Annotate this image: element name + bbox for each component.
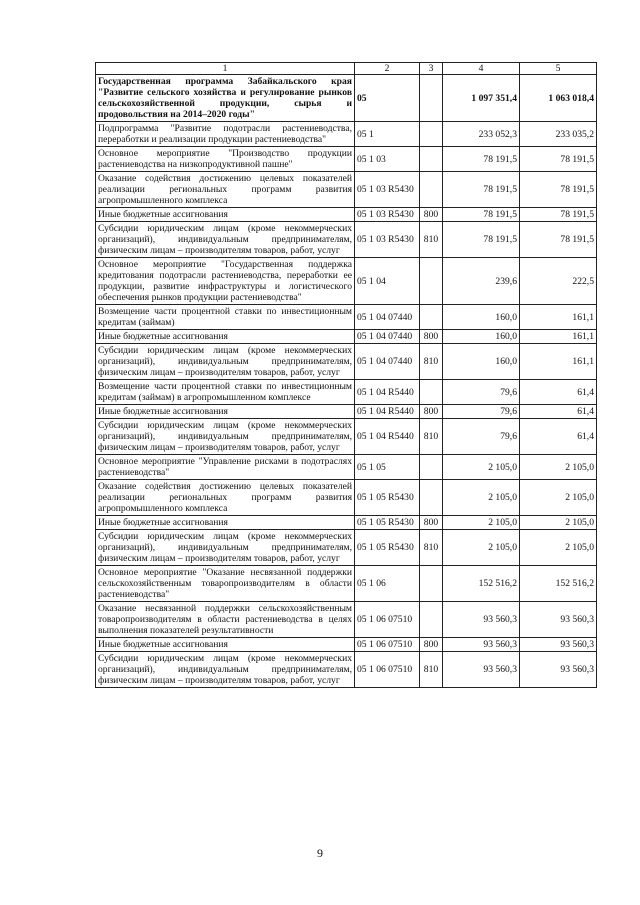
table-row bbox=[96, 566, 597, 602]
row-expense-type: 800 bbox=[420, 638, 443, 652]
table-row bbox=[96, 602, 597, 638]
table-row bbox=[96, 122, 597, 147]
row-code: 05 1 bbox=[355, 122, 420, 147]
row-amount-5: 61,4 bbox=[520, 405, 597, 419]
row-amount-4: 78 191,5 bbox=[443, 208, 520, 222]
row-amount-4: 152 516,2 bbox=[443, 566, 520, 602]
row-name: Основное мероприятие "Управление рисками в подотраслях растениеводства" bbox=[96, 455, 355, 480]
table-row bbox=[96, 222, 597, 258]
column-header-amount-4: 4 bbox=[443, 63, 520, 75]
row-expense-type bbox=[420, 455, 443, 480]
row-amount-5: 93 560,3 bbox=[520, 652, 597, 688]
row-expense-type: 810 bbox=[420, 222, 443, 258]
row-amount-5: 78 191,5 bbox=[520, 222, 597, 258]
row-code: 05 1 04 R5440 bbox=[355, 405, 420, 419]
row-code: 05 1 03 R5430 bbox=[355, 208, 420, 222]
row-name: Субсидии юридическим лицам (кроме некоммерческих организаций), индивидуальным предпринимателям, физическим лицам – производителям товаров, работ, услуг bbox=[96, 222, 355, 258]
row-expense-type: 800 bbox=[420, 208, 443, 222]
row-expense-type: 810 bbox=[420, 419, 443, 455]
row-amount-4: 1 097 351,4 bbox=[443, 75, 520, 122]
row-name: Оказание содействия достижению целевых показателей реализации региональных программ развития агропромышленного комплекса bbox=[96, 172, 355, 208]
row-amount-5: 93 560,3 bbox=[520, 638, 597, 652]
row-amount-5: 161,1 bbox=[520, 330, 597, 344]
row-amount-4: 79,6 bbox=[443, 405, 520, 419]
row-amount-5: 2 105,0 bbox=[520, 480, 597, 516]
row-expense-type: 800 bbox=[420, 405, 443, 419]
row-expense-type bbox=[420, 602, 443, 638]
row-name: Иные бюджетные ассигнования bbox=[96, 516, 355, 530]
row-amount-5: 61,4 bbox=[520, 419, 597, 455]
column-number-row bbox=[96, 63, 597, 75]
row-amount-5: 78 191,5 bbox=[520, 208, 597, 222]
row-name: Основное мероприятие "Производство продукции растениеводства на низкопродуктивной пашне" bbox=[96, 147, 355, 172]
table-row bbox=[96, 147, 597, 172]
row-code: 05 1 05 R5430 bbox=[355, 530, 420, 566]
column-header-vr: 3 bbox=[420, 63, 443, 75]
table-row bbox=[96, 208, 597, 222]
table-row bbox=[96, 419, 597, 455]
row-amount-4: 93 560,3 bbox=[443, 602, 520, 638]
row-amount-4: 160,0 bbox=[443, 305, 520, 330]
row-expense-type bbox=[420, 258, 443, 305]
row-code: 05 1 03 bbox=[355, 147, 420, 172]
column-header-amount-5: 5 bbox=[520, 63, 597, 75]
row-code: 05 1 05 R5430 bbox=[355, 480, 420, 516]
table-row bbox=[96, 258, 597, 305]
row-code: 05 1 04 R5440 bbox=[355, 380, 420, 405]
table-row bbox=[96, 75, 597, 122]
row-name: Иные бюджетные ассигнования bbox=[96, 638, 355, 652]
row-expense-type: 800 bbox=[420, 516, 443, 530]
row-name: Иные бюджетные ассигнования bbox=[96, 330, 355, 344]
row-amount-4: 160,0 bbox=[443, 344, 520, 380]
table-row bbox=[96, 305, 597, 330]
row-code: 05 1 04 R5440 bbox=[355, 419, 420, 455]
row-code: 05 1 04 07440 bbox=[355, 330, 420, 344]
budget-table bbox=[95, 62, 597, 688]
row-code: 05 1 05 bbox=[355, 455, 420, 480]
column-header-code: 2 bbox=[355, 63, 420, 75]
table-row bbox=[96, 380, 597, 405]
row-amount-5: 161,1 bbox=[520, 344, 597, 380]
row-code: 05 bbox=[355, 75, 420, 122]
row-code: 05 1 06 07510 bbox=[355, 602, 420, 638]
row-amount-5: 2 105,0 bbox=[520, 516, 597, 530]
row-code: 05 1 05 R5430 bbox=[355, 516, 420, 530]
table-row bbox=[96, 405, 597, 419]
row-amount-4: 2 105,0 bbox=[443, 480, 520, 516]
row-amount-5: 78 191,5 bbox=[520, 172, 597, 208]
row-amount-5: 93 560,3 bbox=[520, 602, 597, 638]
row-name: Субсидии юридическим лицам (кроме некоммерческих организаций), индивидуальным предпринимателям, физическим лицам – производителям товаров, работ, услуг bbox=[96, 530, 355, 566]
row-name: Субсидии юридическим лицам (кроме некоммерческих организаций), индивидуальным предпринимателям, физическим лицам – производителям товаров, работ, услуг bbox=[96, 652, 355, 688]
row-code: 05 1 04 07440 bbox=[355, 305, 420, 330]
row-name: Субсидии юридическим лицам (кроме некоммерческих организаций), индивидуальным предпринимателям, физическим лицам – производителям товаров, работ, услуг bbox=[96, 419, 355, 455]
row-amount-4: 2 105,0 bbox=[443, 516, 520, 530]
row-name: Возмещение части процентной ставки по инвестиционным кредитам (займам) bbox=[96, 305, 355, 330]
row-expense-type bbox=[420, 480, 443, 516]
row-name: Основное мероприятие "Оказание несвязанной поддержки сельскохозяйственным товаропроизводителям в области растениеводства" bbox=[96, 566, 355, 602]
row-amount-4: 79,6 bbox=[443, 380, 520, 405]
row-amount-5: 1 063 018,4 bbox=[520, 75, 597, 122]
row-name: Иные бюджетные ассигнования bbox=[96, 405, 355, 419]
row-amount-5: 2 105,0 bbox=[520, 455, 597, 480]
table-row bbox=[96, 516, 597, 530]
row-code: 05 1 06 bbox=[355, 566, 420, 602]
row-amount-5: 161,1 bbox=[520, 305, 597, 330]
page-number: 9 bbox=[317, 846, 323, 860]
row-amount-4: 79,6 bbox=[443, 419, 520, 455]
column-header-name: 1 bbox=[96, 63, 355, 75]
row-amount-5: 2 105,0 bbox=[520, 530, 597, 566]
row-expense-type: 810 bbox=[420, 530, 443, 566]
row-expense-type: 810 bbox=[420, 344, 443, 380]
row-amount-4: 233 052,3 bbox=[443, 122, 520, 147]
row-code: 05 1 04 07440 bbox=[355, 344, 420, 380]
row-amount-5: 233 035,2 bbox=[520, 122, 597, 147]
row-expense-type bbox=[420, 566, 443, 602]
table-row bbox=[96, 638, 597, 652]
row-amount-4: 78 191,5 bbox=[443, 222, 520, 258]
row-code: 05 1 03 R5430 bbox=[355, 172, 420, 208]
row-amount-4: 78 191,5 bbox=[443, 172, 520, 208]
table-row bbox=[96, 530, 597, 566]
table-row bbox=[96, 172, 597, 208]
row-expense-type bbox=[420, 380, 443, 405]
row-amount-5: 222,5 bbox=[520, 258, 597, 305]
row-expense-type: 800 bbox=[420, 330, 443, 344]
row-amount-4: 93 560,3 bbox=[443, 652, 520, 688]
row-expense-type bbox=[420, 75, 443, 122]
row-amount-5: 152 516,2 bbox=[520, 566, 597, 602]
row-amount-4: 78 191,5 bbox=[443, 147, 520, 172]
row-name: Иные бюджетные ассигнования bbox=[96, 208, 355, 222]
row-expense-type bbox=[420, 147, 443, 172]
row-amount-4: 239,6 bbox=[443, 258, 520, 305]
row-name: Оказание несвязанной поддержки сельскохозяйственным товаропроизводителям в области растениеводства в целях выполнения показателей результативности bbox=[96, 602, 355, 638]
table-body bbox=[96, 75, 597, 688]
row-name: Государственная программа Забайкальского края "Развитие сельского хозяйства и регулирование рынков сельскохозяйственной продукции, сырья и продовольствия на 2014–2020 годы" bbox=[96, 75, 355, 122]
row-name: Субсидии юридическим лицам (кроме некоммерческих организаций), индивидуальным предпринимателям, физическим лицам – производителям товаров, работ, услуг bbox=[96, 344, 355, 380]
table-row bbox=[96, 455, 597, 480]
row-amount-4: 2 105,0 bbox=[443, 455, 520, 480]
table-row bbox=[96, 344, 597, 380]
row-code: 05 1 06 07510 bbox=[355, 652, 420, 688]
row-amount-5: 61,4 bbox=[520, 380, 597, 405]
row-amount-4: 2 105,0 bbox=[443, 530, 520, 566]
table-row bbox=[96, 480, 597, 516]
table-row bbox=[96, 652, 597, 688]
table-row bbox=[96, 330, 597, 344]
row-expense-type: 810 bbox=[420, 652, 443, 688]
row-amount-4: 160,0 bbox=[443, 330, 520, 344]
row-expense-type bbox=[420, 305, 443, 330]
row-code: 05 1 03 R5430 bbox=[355, 222, 420, 258]
row-code: 05 1 04 bbox=[355, 258, 420, 305]
row-expense-type bbox=[420, 122, 443, 147]
row-name: Возмещение части процентной ставки по инвестиционным кредитам (займам) в агропромышленном комплексе bbox=[96, 380, 355, 405]
row-amount-4: 93 560,3 bbox=[443, 638, 520, 652]
row-name: Подпрограмма "Развитие подотрасли растениеводства, переработки и реализации продукции растениеводства" bbox=[96, 122, 355, 147]
row-name: Оказание содействия достижению целевых показателей реализации региональных программ развития агропромышленного комплекса bbox=[96, 480, 355, 516]
row-name: Основное мероприятие "Государственная поддержка кредитования подотрасли растениеводства, переработки ее продукции, развитие инфраструктуры и логистического обеспечения рынков продукции растениеводства" bbox=[96, 258, 355, 305]
row-code: 05 1 06 07510 bbox=[355, 638, 420, 652]
row-expense-type bbox=[420, 172, 443, 208]
row-amount-5: 78 191,5 bbox=[520, 147, 597, 172]
